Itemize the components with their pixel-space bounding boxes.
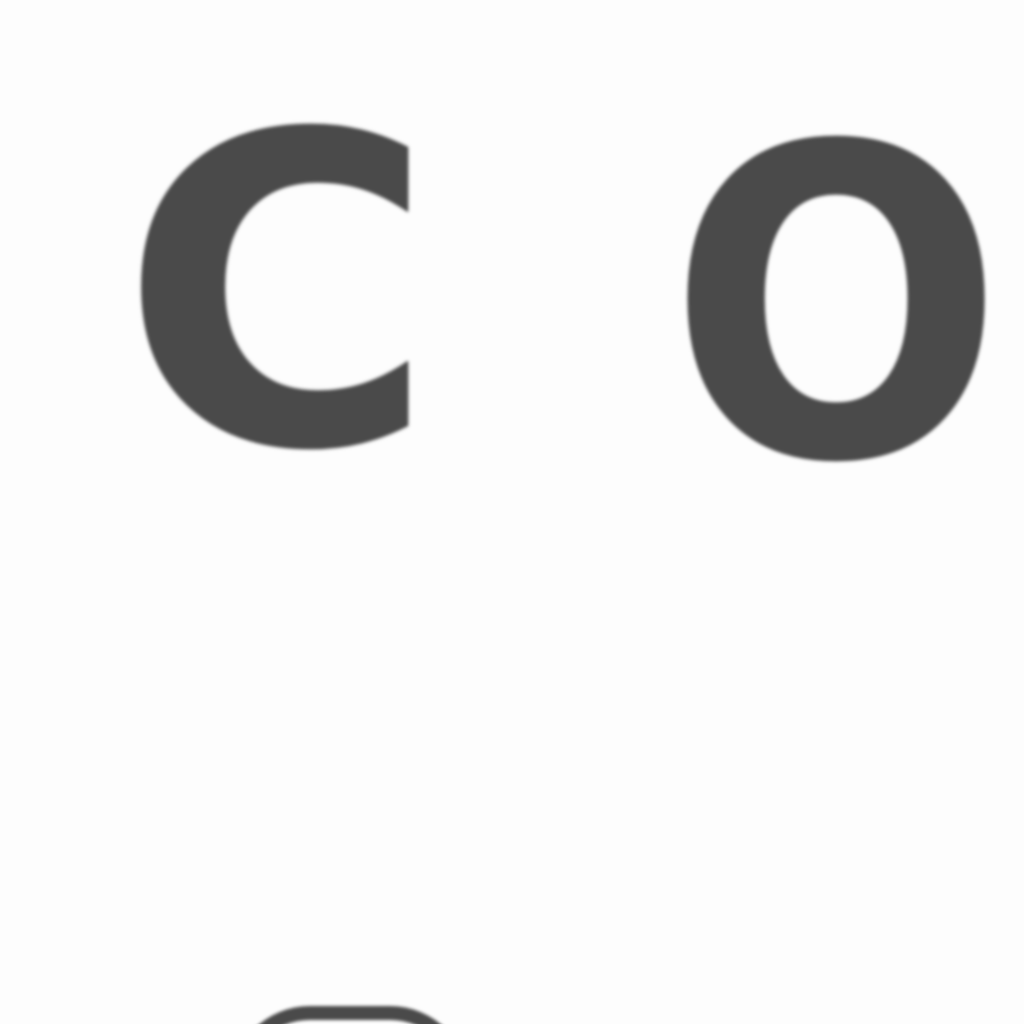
letter-c: C bbox=[120, 45, 436, 545]
partial-letter-top-edge bbox=[230, 1006, 470, 1024]
letter-o: O bbox=[668, 57, 1005, 557]
